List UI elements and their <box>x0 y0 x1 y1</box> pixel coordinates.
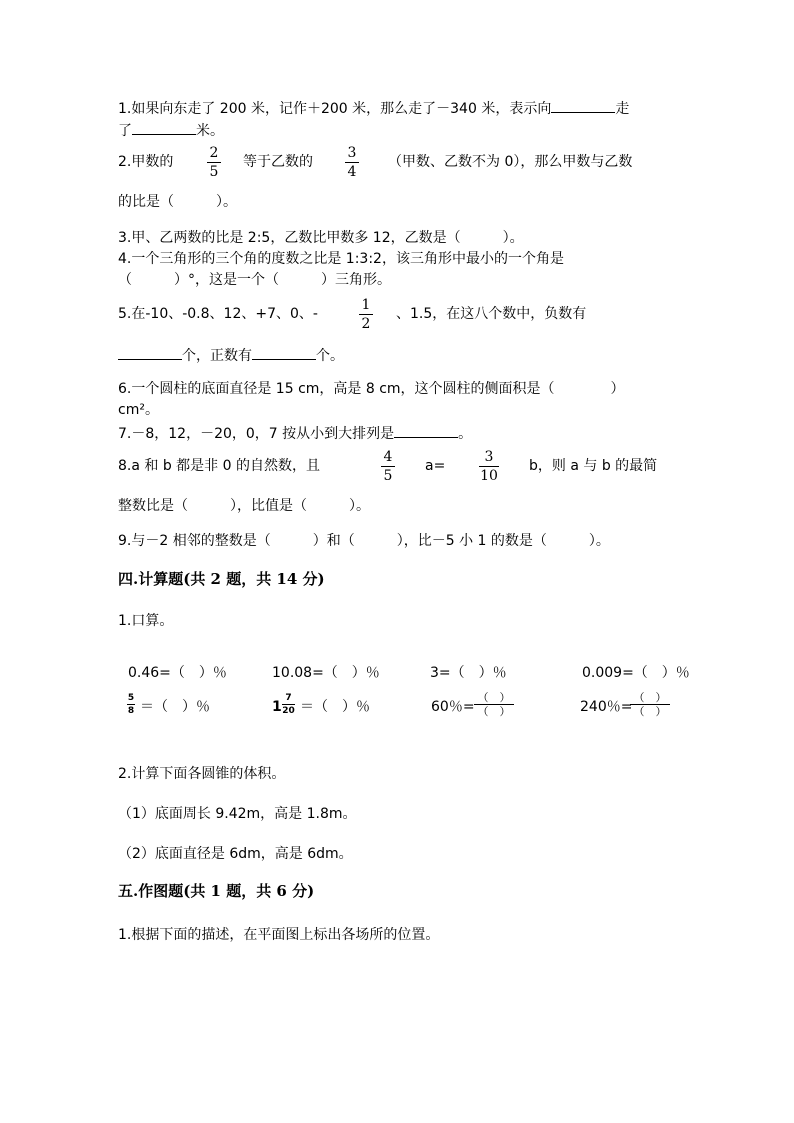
oral-item: 240％= <box>580 699 633 715</box>
q1-text-d: 米。 <box>196 123 224 139</box>
fraction-denominator[interactable]: （ ） <box>477 705 511 718</box>
q5-text-d: 个。 <box>316 348 344 364</box>
q7-text-b: 。 <box>458 426 473 442</box>
q1-text-b: 走 <box>615 101 630 117</box>
q7-text: 7.－8，12，－20，0，7 按从小到大排列是 <box>118 426 395 442</box>
question-text: 2.计算下面各圆锥的体积。 <box>118 766 286 782</box>
q8-text-d: 整数比是（ ），比值是（ ）。 <box>118 498 370 514</box>
blank-fraction <box>630 692 670 717</box>
fraction-denominator[interactable]: （ ） <box>633 705 667 718</box>
q6-text-b: cm²。 <box>118 402 159 418</box>
fraction-numerator: 7 <box>285 693 292 703</box>
q5-line2 <box>118 345 344 365</box>
q3-text: 3.甲、乙两数的比是 2:5，乙数比甲数多 12，乙数是（ ）。 <box>118 230 524 246</box>
answer-blank[interactable] <box>551 98 615 113</box>
q9-text: 9.与－2 相邻的整数是（ ）和（ ），比－5 小 1 的数是（ ）。 <box>118 533 610 549</box>
fraction-denominator: 2 <box>361 316 371 332</box>
oral-item: 60％= <box>431 699 475 715</box>
fraction-numerator: 1 <box>361 297 371 313</box>
q5-text-b: 、1.5，在这八个数中，负数有 <box>396 306 587 322</box>
fraction <box>359 297 373 332</box>
fraction <box>381 449 395 484</box>
fraction-denominator: 4 <box>347 164 357 180</box>
oral-item: 3=（ ）％ <box>430 665 507 681</box>
q8-text-a: 8.a 和 b 都是非 0 的自然数，且 <box>118 458 320 474</box>
q8-text-c: b，则 a 与 b 的最简 <box>529 458 658 474</box>
fraction <box>127 693 135 716</box>
answer-blank[interactable] <box>132 120 196 135</box>
sub-question: （1）底面周长 9.42m，高是 1.8m。 <box>118 806 357 822</box>
q1-line2 <box>118 120 224 140</box>
q4-text-b: （ ）°，这是一个（ ）三角形。 <box>118 272 391 288</box>
fraction <box>282 693 295 716</box>
oral-item: 0.46=（ ）％ <box>128 665 227 681</box>
q6-text-a: 6.一个圆柱的底面直径是 15 cm，高是 8 cm，这个圆柱的侧面积是（ ） <box>118 381 625 397</box>
answer-blank[interactable] <box>252 345 316 360</box>
q2-text-a: 2.甲数的 <box>118 154 174 170</box>
question-text: 1.根据下面的描述，在平面图上标出各场所的位置。 <box>118 927 440 943</box>
section-heading: 五.作图题(共 1 题，共 6 分) <box>118 882 315 900</box>
q1-line1 <box>118 98 629 118</box>
fraction-numerator: 3 <box>347 145 357 161</box>
blank-fraction <box>474 692 514 717</box>
oral-item: ＝（ ）％ <box>300 699 370 715</box>
oral-item: ＝（ ）％ <box>140 699 210 715</box>
fraction-numerator: 2 <box>209 145 219 161</box>
oral-item: 10.08=（ ）％ <box>272 665 380 681</box>
fraction-denominator: 20 <box>282 706 295 716</box>
fraction-denominator: 10 <box>480 468 498 484</box>
question-text: 1.口算。 <box>118 613 174 629</box>
q2-text-b: 等于乙数的 <box>243 154 313 170</box>
fraction-denominator: 5 <box>383 468 393 484</box>
fraction <box>207 145 221 180</box>
answer-blank[interactable] <box>118 345 182 360</box>
q5-text-c: 个，正数有 <box>182 348 252 364</box>
q5-text-a: 5.在-10、-0.8、12、+7、0、- <box>118 306 318 322</box>
q2-text-c: （甲数、乙数不为 0），那么甲数与乙数 <box>388 154 633 170</box>
section-heading: 四.计算题(共 2 题，共 14 分) <box>118 570 325 588</box>
q1-text-c: 了 <box>118 123 132 139</box>
fraction-numerator: 5 <box>127 693 135 703</box>
q2-text-d: 的比是（ ）。 <box>118 194 237 210</box>
q8-text-b: a= <box>425 458 446 474</box>
fraction <box>345 145 359 180</box>
fraction-numerator[interactable]: （ ） <box>477 691 511 704</box>
fraction <box>479 449 499 484</box>
q7-line <box>118 423 472 443</box>
answer-blank[interactable] <box>394 423 458 438</box>
q4-text-a: 4.一个三角形的三个角的度数之比是 1:3:2，该三角形中最小的一个角是 <box>118 251 564 267</box>
fraction-numerator[interactable]: （ ） <box>633 691 667 704</box>
fraction-denominator: 5 <box>209 164 219 180</box>
mixed-number-whole: 1 <box>272 699 282 715</box>
fraction-numerator: 4 <box>383 449 393 465</box>
q1-text: 1.如果向东走了 200 米，记作＋200 米，那么走了－340 米，表示向 <box>118 101 552 117</box>
sub-question: （2）底面直径是 6dm，高是 6dm。 <box>118 846 353 862</box>
fraction-numerator: 3 <box>484 449 494 465</box>
oral-item: 0.009=（ ）％ <box>582 665 690 681</box>
fraction-denominator: 8 <box>127 706 135 716</box>
